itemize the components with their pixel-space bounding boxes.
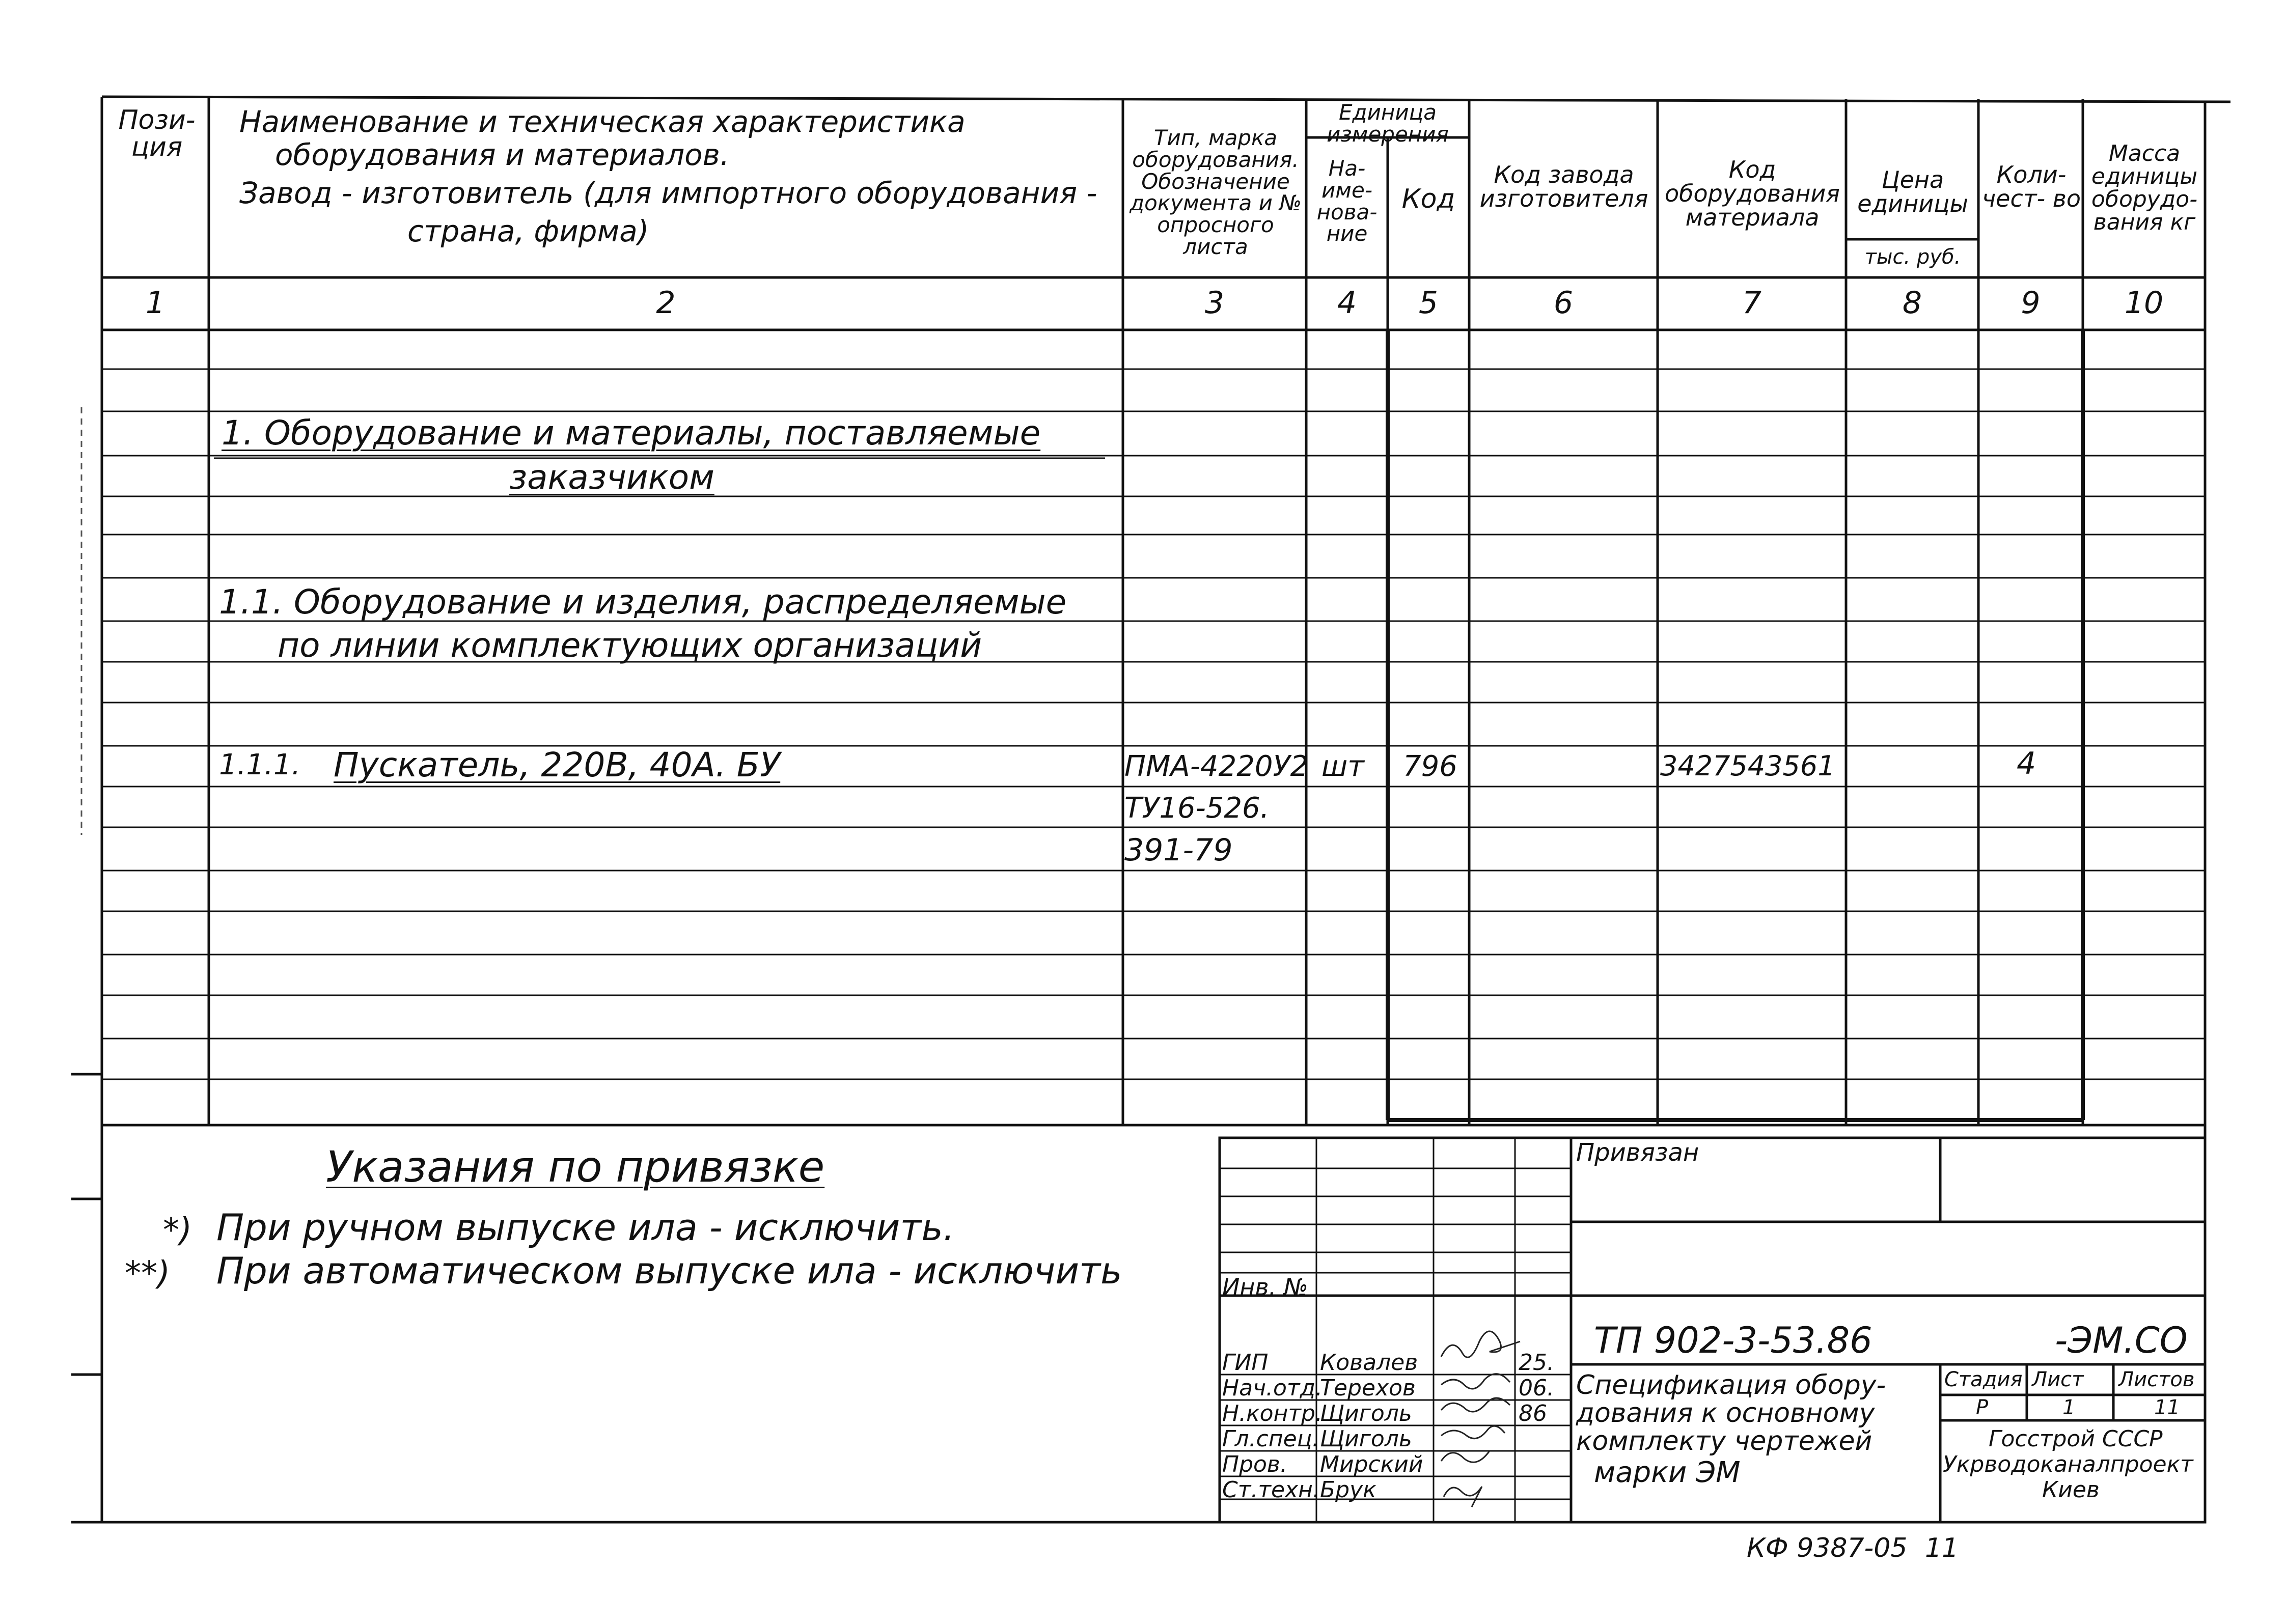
header-quantity: Коли- чест- во	[1981, 161, 2081, 212]
date-day: 25.	[1519, 1350, 1554, 1376]
header-unit-group: Единица измерения	[1327, 100, 1449, 147]
doc-title-line4: марки ЭМ	[1594, 1456, 1741, 1489]
role-dept-head: Нач.отд.	[1222, 1375, 1323, 1401]
signature-scribbles	[1441, 1331, 1520, 1507]
col-number: 6	[1553, 285, 1574, 321]
header-type-mark: Тип, марка оборудования. Обозначение документа и № опросного листа	[1130, 125, 1302, 260]
section-11-title-line2: по линии комплектующих организаций	[278, 626, 982, 665]
archive-code: КФ 9387-05	[1747, 1533, 1908, 1563]
header-factory-code: Код завода изготовителя	[1479, 161, 1648, 212]
name-senior-tech: Брук	[1320, 1477, 1376, 1503]
name-checked: Мирский	[1320, 1451, 1423, 1477]
inventory-number-label: Инв. №	[1222, 1273, 1308, 1301]
header-price-unit: тыс. руб.	[1864, 245, 1961, 269]
role-chief-specialist: Гл.спец.	[1222, 1426, 1319, 1452]
col-number: 1	[145, 285, 166, 321]
section-1-title-text: 1. Оборудование и материалы, поставляемые	[222, 413, 1041, 453]
item-type-line1: ПМА-4220У2	[1124, 750, 1309, 783]
sheet-value: 1	[2062, 1396, 2076, 1419]
stage-value: Р	[1976, 1396, 1989, 1419]
item-type-line2: ТУ16-526.	[1124, 792, 1270, 825]
item-unit-name: шт	[1321, 750, 1364, 783]
name-dept-head: Терехов	[1320, 1375, 1416, 1401]
header-name-line1: Наименование и техническая характеристика	[239, 104, 966, 139]
page-number: 11	[1925, 1533, 1959, 1563]
note-2-mark: **)	[125, 1255, 170, 1293]
item-name: Пускатель, 220В, 40А. БУ	[334, 745, 781, 785]
doc-title-line2: дования к основному	[1576, 1398, 1875, 1429]
sheets-label: Листов	[2118, 1368, 2195, 1391]
section-11-title: 1.1. Оборудование и изделия, распределяемые	[219, 582, 1067, 622]
org-line1: Госстрой СССР	[1989, 1426, 2163, 1452]
header-unit-code: Код	[1401, 184, 1455, 214]
name-chief-specialist: Щиголь	[1320, 1426, 1412, 1452]
note-1-text: При ручном выпуске ила - исключить.	[216, 1206, 955, 1249]
header-unit-price: Цена единицы	[1857, 166, 1968, 217]
item-type-line3: 391-79	[1124, 832, 1233, 868]
section-1-title-line2: заказчиком	[509, 458, 714, 497]
header-position: Пози- ция	[118, 105, 196, 163]
col-number: 5	[1418, 285, 1439, 321]
col-number: 8	[1902, 285, 1922, 321]
date-year: 86	[1519, 1401, 1547, 1426]
date-month: 06.	[1519, 1375, 1554, 1401]
item-quantity: 4	[2017, 746, 2036, 781]
sheets-value: 11	[2154, 1396, 2180, 1419]
note-1-mark: *)	[163, 1212, 192, 1249]
notes-title: Указания по привязке	[326, 1142, 825, 1192]
document-code: ТП 902-3-53.86	[1594, 1320, 1872, 1361]
role-checked: Пров.	[1222, 1451, 1287, 1477]
col-number: 2	[656, 285, 676, 321]
header-name-line2: оборудования и материалов.	[275, 137, 730, 172]
role-senior-tech: Ст.техн.	[1222, 1477, 1320, 1503]
item-equipment-code: 3427543561	[1660, 750, 1835, 782]
header-unit-name: На- име- нова- ние	[1316, 156, 1378, 246]
doc-title-line3: комплекту чертежей	[1576, 1426, 1872, 1457]
org-line2: Укрводоканалпроект	[1943, 1451, 2193, 1477]
sheet-label: Лист	[2032, 1368, 2084, 1391]
col-number: 9	[2021, 285, 2041, 321]
col-number: 7	[1742, 285, 1762, 321]
org-line3: Киев	[2042, 1477, 2100, 1503]
header-name-line3: Завод - изготовитель (для импортного оборудования -	[239, 176, 1097, 210]
col-number: 4	[1337, 285, 1357, 321]
role-norm-control: Н.контр.	[1222, 1401, 1323, 1426]
item-unit-code: 796	[1403, 750, 1457, 783]
doc-title-line1: Спецификация обору-	[1576, 1370, 1886, 1401]
header-name-line4: страна, фирма)	[407, 214, 649, 248]
name-norm-control: Щиголь	[1320, 1401, 1412, 1426]
role-gip: ГИП	[1222, 1350, 1269, 1376]
col-number: 3	[1204, 285, 1225, 321]
note-2-text: При автоматическом выпуске ила - исключить	[216, 1249, 1122, 1292]
name-gip: Ковалев	[1320, 1350, 1418, 1376]
col-number: 10	[2124, 285, 2164, 321]
header-equipment-code: Код оборудования материала	[1665, 156, 1840, 231]
bound-label: Привязан	[1576, 1138, 1699, 1167]
document-suffix: -ЭМ.СО	[2055, 1320, 2188, 1361]
section-1-title	[222, 413, 1041, 453]
stage-label: Стадия	[1944, 1368, 2023, 1391]
item-position: 1.1.1.	[219, 748, 301, 781]
header-unit-mass: Масса единицы оборудо- вания кг	[2091, 141, 2198, 235]
